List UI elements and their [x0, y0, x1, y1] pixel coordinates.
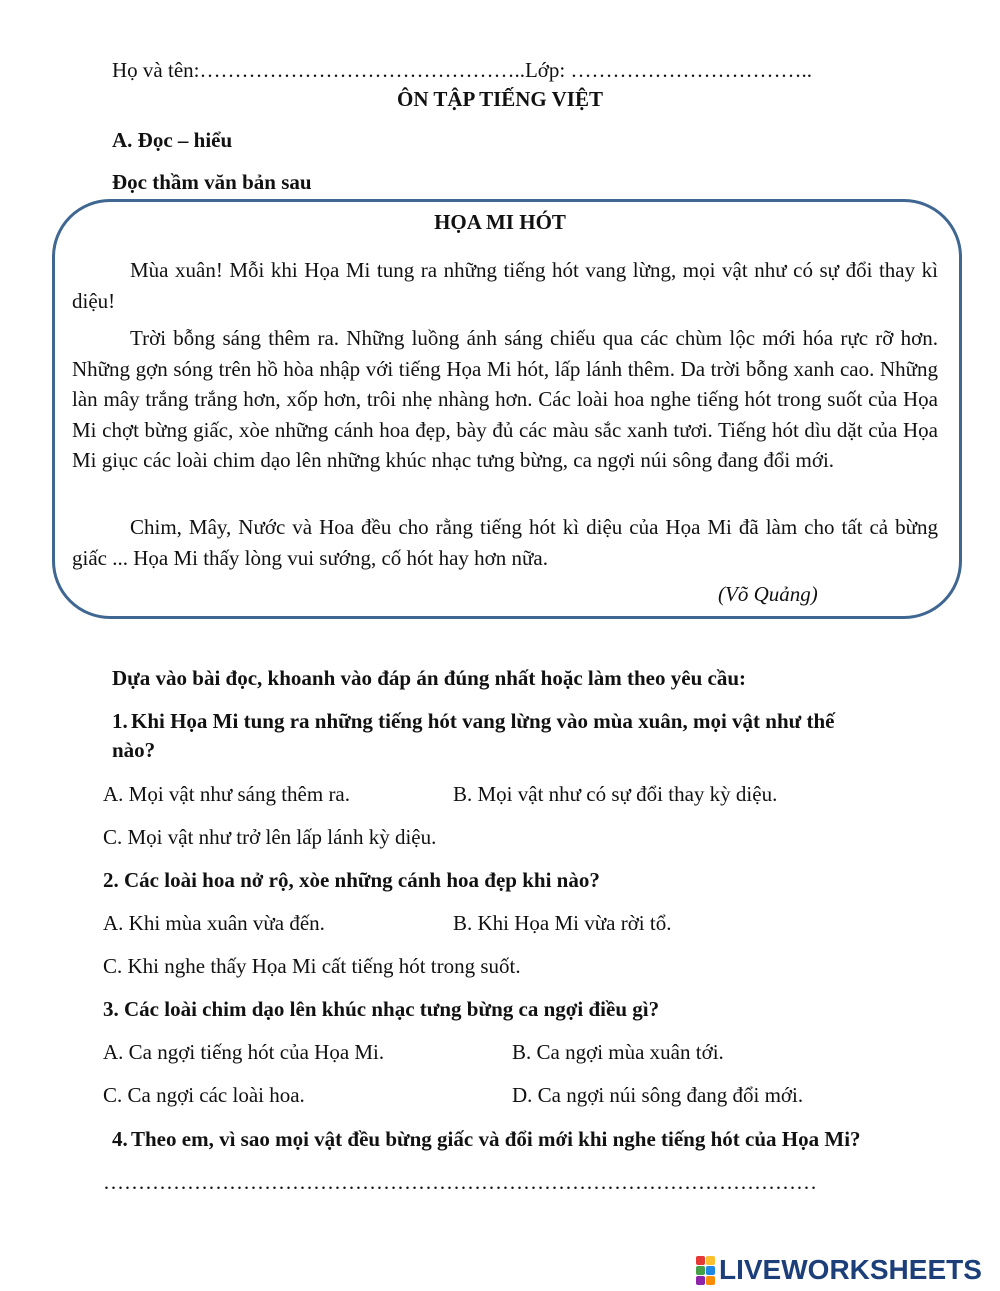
- question-3-option-b[interactable]: B. Ca ngợi mùa xuân tới.: [512, 1040, 724, 1064]
- question-1-option-a[interactable]: A. Mọi vật như sáng thêm ra.: [103, 782, 351, 806]
- question-1-option-c[interactable]: C. Mọi vật như trở lên lấp lánh kỳ diệu.: [103, 825, 437, 849]
- question-1-number: 1.: [112, 709, 128, 733]
- liveworksheets-logo: [696, 1254, 982, 1286]
- question-2-option-b[interactable]: B. Khi Họa Mi vừa rời tổ.: [453, 911, 672, 935]
- section-a-heading: A. Đọc – hiểu: [112, 128, 233, 152]
- question-3-option-d[interactable]: D. Ca ngợi núi sông đang đổi mới.: [512, 1083, 804, 1107]
- passage-paragraph-2: Trời bỗng sáng thêm ra. Những luồng ánh sáng chiếu qua các chùm lộc mới hóa rực rỡ hơn. Những gợn sóng trên hồ hòa nhập với tiếng Họa Mi hót, lấp lánh thêm. Da trời bỗng xanh cao. Những làn mây trắng trắng hơn, xốp hơn, trôi nhẹ nhàng hơn. Các loài hoa nghe tiếng hót trong suốt của Họa Mi chợt bừng giấc, xòe những cánh hoa đẹp, bày đủ các màu sắc xanh tươi. Tiếng hót dìu dặt của Họa Mi giục các loài chim dạo lên những khúc nhạc tưng bừng, ca ngợi núi sông đang đổi mới.: [72, 326, 938, 472]
- question-2-option-a[interactable]: A. Khi mùa xuân vừa đến.: [103, 911, 325, 935]
- reading-instruction: Đọc thầm văn bản sau: [112, 170, 312, 194]
- name-class-line[interactable]: Họ và tên:………………………………………..Lớp: ……………………………..: [112, 58, 812, 82]
- question-2-option-c[interactable]: C. Khi nghe thấy Họa Mi cất tiếng hót trong suốt.: [103, 954, 521, 978]
- question-3-text: 3. Các loài chim dạo lên khúc nhạc tưng bừng ca ngợi điều gì?: [103, 997, 660, 1021]
- question-4-text: Theo em, vì sao mọi vật đều bừng giấc và đổi mới khi nghe tiếng hót của Họa Mi?: [131, 1127, 861, 1151]
- task-instruction: Dựa vào bài đọc, khoanh vào đáp án đúng nhất hoặc làm theo yêu cầu:: [112, 666, 746, 690]
- liveworksheets-logo-icon: [696, 1256, 715, 1285]
- passage-paragraph-3: Chim, Mây, Nước và Hoa đều cho rằng tiếng hót kì diệu của Họa Mi đã làm cho tất cả bừng giấc ... Họa Mi thấy lòng vui sướng, cố hót hay hơn nữa.: [72, 515, 938, 570]
- passage-author: (Võ Quảng): [718, 582, 818, 606]
- question-3-option-c[interactable]: C. Ca ngợi các loài hoa.: [103, 1083, 305, 1107]
- question-1-option-b[interactable]: B. Mọi vật như có sự đổi thay kỳ diệu.: [453, 782, 778, 806]
- passage-paragraph-1: Mùa xuân! Mỗi khi Họa Mi tung ra những tiếng hót vang lừng, mọi vật như có sự đổi thay kì diệu!: [72, 258, 938, 313]
- worksheet-title: ÔN TẬP TIẾNG VIỆT: [397, 87, 603, 111]
- question-3-option-a[interactable]: A. Ca ngợi tiếng hót của Họa Mi.: [103, 1040, 385, 1064]
- liveworksheets-logo-text: LIVEWORKSHEETS: [719, 1254, 982, 1285]
- question-2-text: 2. Các loài hoa nở rộ, xòe những cánh hoa đẹp khi nào?: [103, 868, 600, 892]
- question-1-text-cont: nào?: [112, 738, 156, 762]
- question-4-number: 4.: [112, 1127, 128, 1151]
- passage-title: HỌA MI HÓT: [434, 210, 566, 234]
- question-1-text: Khi Họa Mi tung ra những tiếng hót vang lừng vào mùa xuân, mọi vật như thế: [131, 709, 835, 733]
- question-4-answer-line[interactable]: …………………………………………………………………………………………: [103, 1170, 817, 1194]
